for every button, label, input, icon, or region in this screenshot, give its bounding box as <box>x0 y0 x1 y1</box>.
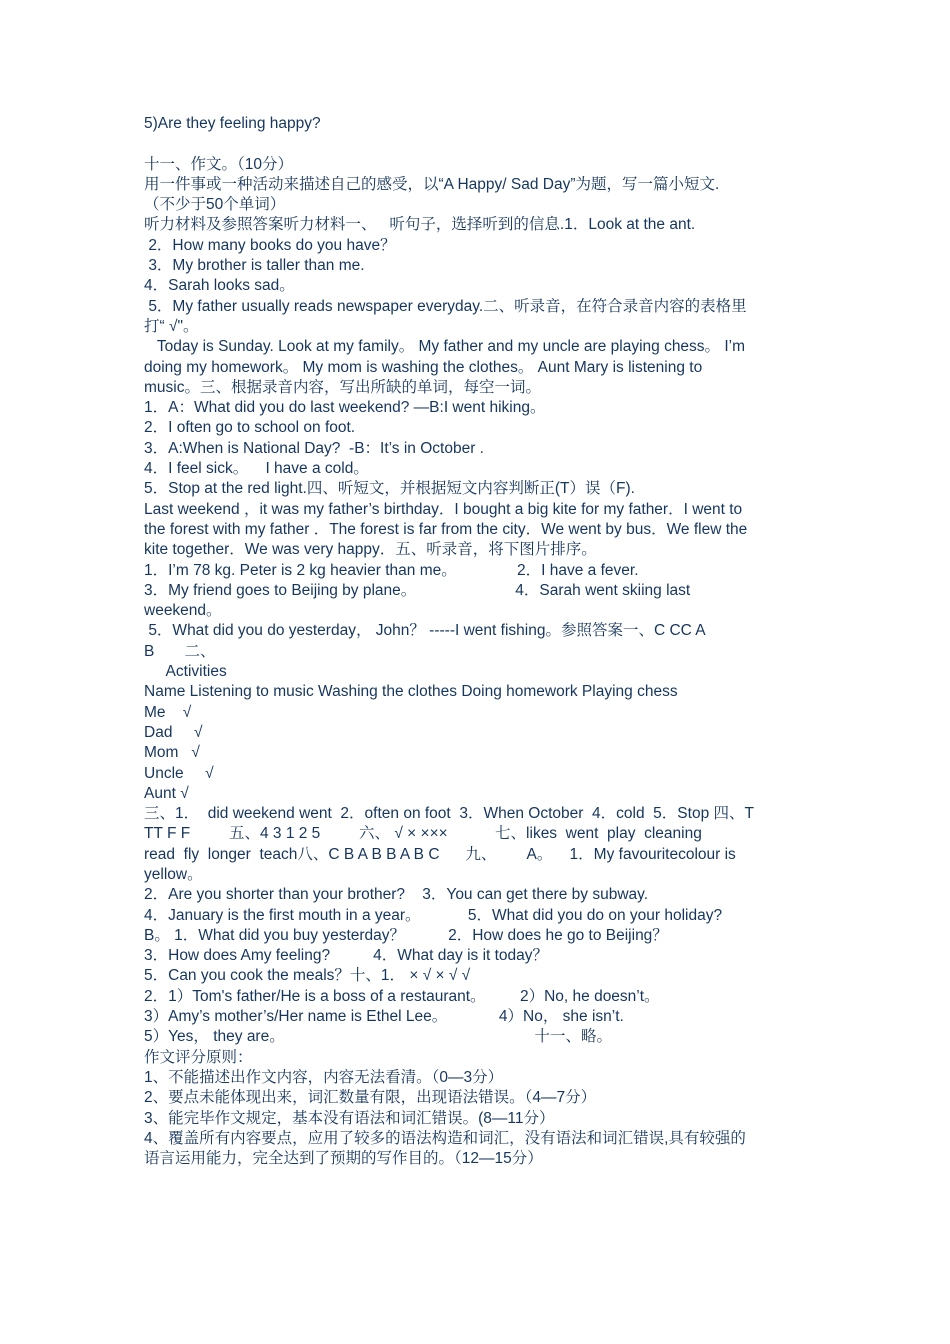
text-line: 3．How does Amy feeling? 4．What day is it today？ <box>144 947 549 965</box>
text-line: 1．I’m 78 kg. Peter is 2 kg heavier than me。 2．I have a fever. <box>144 561 639 579</box>
text-line: 2、要点未能体现出来，词汇数量有限，出现语法错误。（4—7分） <box>144 1089 597 1107</box>
text-line: Me √ <box>144 703 192 721</box>
text-line: weekend。 <box>144 602 222 620</box>
text-line: doing my homework。 My mom is washing the clothes。 Aunt Mary is listening to <box>144 358 703 376</box>
text-line: 十一、作文。（10分） <box>144 155 293 173</box>
text-line: B 二、 <box>144 642 216 660</box>
text-line: 2．1）Tom's father/He is a boss of a restaurant。 2）No, he doesn’t。 <box>144 987 660 1005</box>
text-line: 2．I often go to school on foot. <box>144 419 356 437</box>
text-line: 打“ √"。 <box>144 317 199 335</box>
text-line: Name Listening to music Washing the clothes Doing homework Playing chess <box>144 683 678 701</box>
text-line: TT F F 五、4 3 1 2 5 六、 √ × ××× 七、likes went play cleaning <box>144 825 702 843</box>
text-line: 3、能完毕作文规定，基本没有语法和词汇错误。(8—11分） <box>144 1109 555 1127</box>
text-line: Dad √ <box>144 723 203 741</box>
text-line: Mom √ <box>144 744 200 762</box>
text-line: kite together．We was very happy．五、听录音，将下图片排序。 <box>144 541 597 559</box>
text-line: 3．My friend goes to Beijing by plane。 4．Sarah went skiing last <box>144 581 691 599</box>
text-line: read fly longer teach八、C B A B B A B C 九、 A。 1．My favouritecolour is <box>144 845 736 863</box>
text-line: （不少于50个单词） <box>144 196 286 214</box>
text-line: 3）Amy’s mother’s/Her name is Ethel Lee。 4）No， she isn’t. <box>144 1008 624 1026</box>
text-line: 5)Are they feeling happy? <box>144 115 321 132</box>
text-line: the forest with my father ．The forest is far from the city．We went by bus．We flew the <box>144 520 748 538</box>
text-line: 5．What did you do yesterday， John？ -----I went fishing。参照答案一、C CC A <box>144 622 706 640</box>
text-line: Last weekend ，it was my father’s birthday．I bought a big kite for my father．I went to <box>144 500 743 518</box>
text-line: 1．A：What did you do last weekend? —B:I went hiking。 <box>144 399 546 417</box>
text-line: 语言运用能力，完全达到了预期的写作目的。（12—15分） <box>144 1150 543 1168</box>
text-line: Aunt √ <box>144 784 189 802</box>
text-line: Today is Sunday. Look at my family。 My father and my uncle are playing chess。 I’m <box>144 338 746 356</box>
text-line: Activities <box>144 663 227 681</box>
text-line: 1、不能描述出作文内容，内容无法看清。（0—3分） <box>144 1068 504 1086</box>
text-line: 作文评分原则： <box>144 1048 253 1066</box>
text-line: 5．Stop at the red light.四、听短文，并根据短文内容判断正(T）误（F). <box>144 480 635 498</box>
text-line: 3．A:When is National Day? -B：It’s in October . <box>144 439 484 457</box>
document-page <box>144 114 809 1169</box>
text-line: 2．Are you shorter than your brother? 3．You can get there by subway. <box>144 886 649 904</box>
text-line: yellow。 <box>144 865 203 883</box>
text-line: 2．How many books do you have？ <box>144 236 396 254</box>
text-line: music。三、根据录音内容，写出所缺的单词，每空一词。 <box>144 378 541 396</box>
text-line: 4．Sarah looks sad。 <box>144 277 295 295</box>
text-line: 听力材料及参照答案听力材料一、 听句子，选择听到的信息.1．Look at the ant. <box>144 216 696 234</box>
text-line: 5．Can you cook the meals？十、1． × √ × √ √ <box>144 967 471 985</box>
text-line: 3．My brother is taller than me. <box>144 257 365 275</box>
text-line: 5）Yes， they are。 十一、略。 <box>144 1028 612 1046</box>
text-line: 4．I feel sick。 I have a cold。 <box>144 460 369 478</box>
text-line: 三、1． did weekend went 2．often on foot 3．When October 4．cold 5．Stop 四、T <box>144 805 754 823</box>
text-line: Uncle √ <box>144 764 214 782</box>
text-line: 用一件事或一种活动来描述自己的感受，以“A Happy/ Sad Day”为题，写一篇小短文. <box>144 175 720 193</box>
text-line: 5．My father usually reads newspaper everyday.二、听录音，在符合录音内容的表格里 <box>144 297 747 315</box>
text-line <box>144 134 809 154</box>
text-line: B。 1．What did you buy yesterday？ 2．How does he go to Beijing？ <box>144 926 668 944</box>
text-line: 4．January is the first mouth in a year。 5．What did you do on your holiday? <box>144 906 723 924</box>
text-line: 4、覆盖所有内容要点，应用了较多的语法构造和词汇，没有语法和词汇错误,具有较强的 <box>144 1129 746 1147</box>
